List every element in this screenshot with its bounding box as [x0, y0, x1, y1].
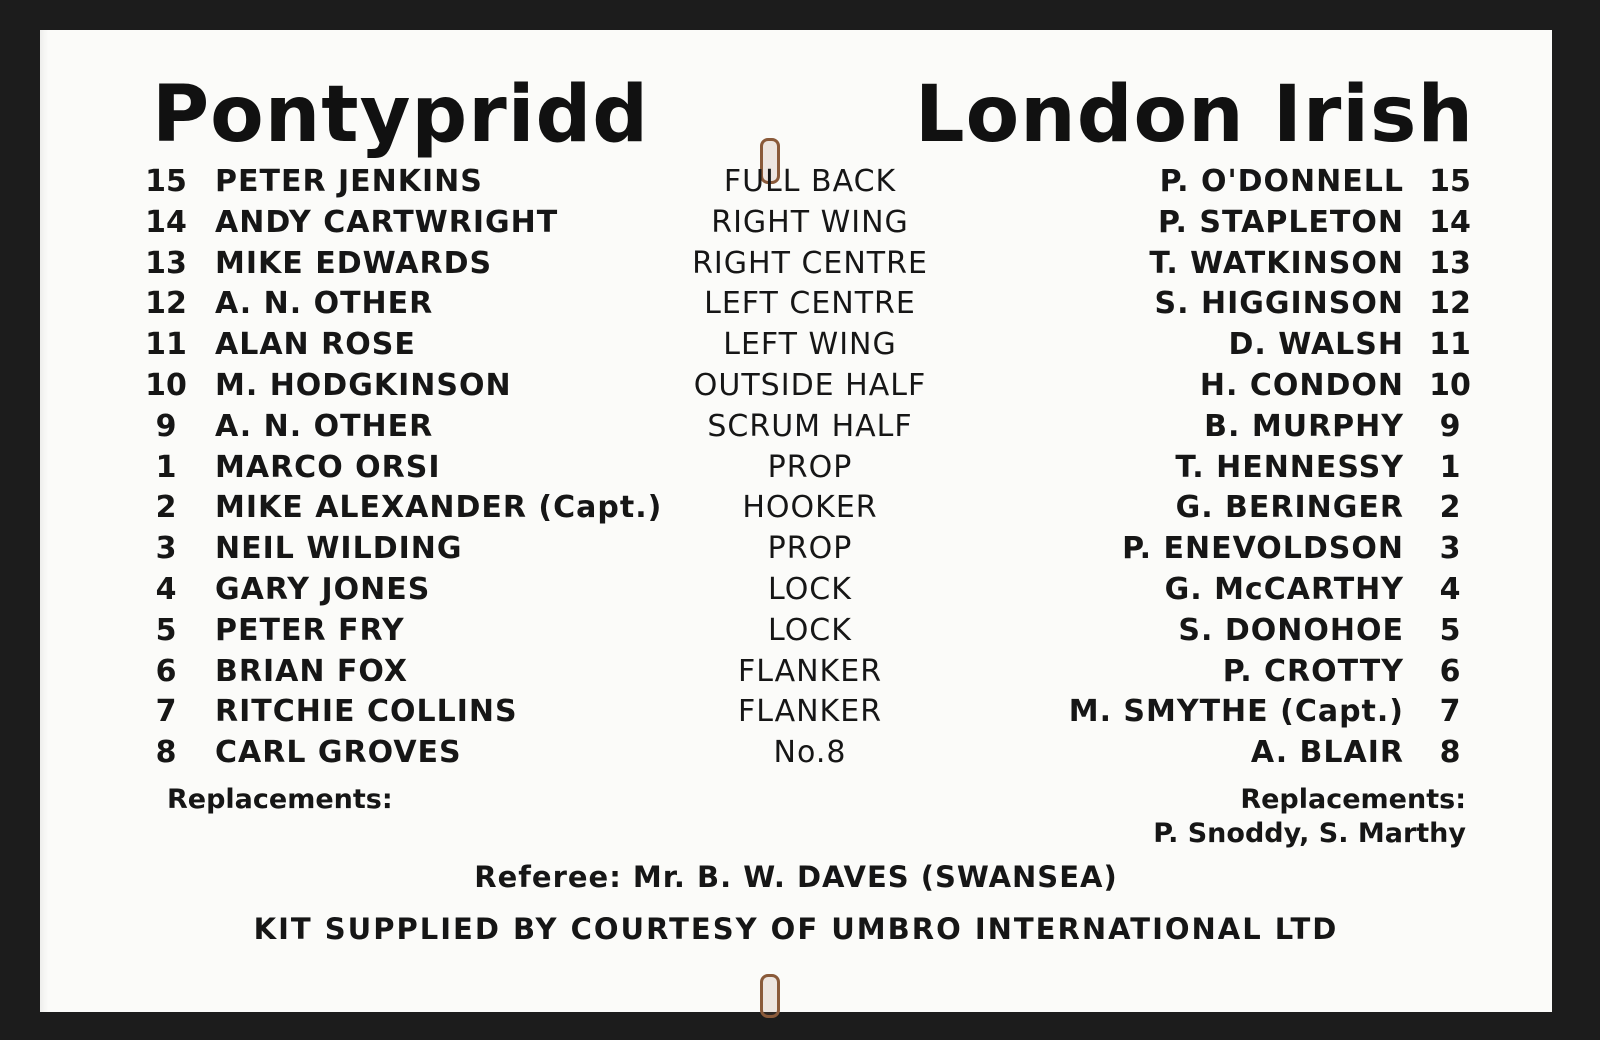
- home-player-number: 6: [155, 653, 177, 689]
- position-name: RIGHT WING: [711, 204, 909, 240]
- home-player-name: PETER FRY: [215, 612, 405, 648]
- home-player-name: A. N. OTHER: [215, 408, 434, 444]
- home-player-name: ALAN ROSE: [215, 327, 416, 363]
- home-player-name: GARY JONES: [215, 572, 431, 607]
- home-team-title: Pontypridd: [152, 70, 650, 160]
- home-replacements-label: Replacements:: [167, 784, 393, 815]
- away-player-name: M. SMYTHE (Capt.): [1068, 694, 1404, 730]
- home-player-number: 14: [145, 204, 187, 240]
- away-player-number: 3: [1439, 531, 1461, 567]
- away-player-number: 1: [1439, 449, 1461, 485]
- home-player-name: PETER JENKINS: [215, 164, 483, 199]
- away-player-name: B. MURPHY: [1204, 408, 1404, 444]
- home-player-name: ANDY CARTWRIGHT: [215, 204, 559, 240]
- away-player-number: 10: [1429, 368, 1471, 403]
- away-player-number: 7: [1439, 694, 1461, 730]
- home-player-number: 9: [155, 408, 177, 444]
- home-player-name: MIKE ALEXANDER (Capt.): [215, 490, 663, 526]
- home-player-name: CARL GROVES: [215, 735, 462, 771]
- home-player-name: M. HODGKINSON: [215, 368, 512, 403]
- away-player-name: S. DONOHOE: [1178, 612, 1404, 648]
- position-name: OUTSIDE HALF: [693, 368, 927, 403]
- away-player-name: T. WATKINSON: [1149, 245, 1404, 281]
- home-player-number: 3: [155, 531, 177, 567]
- position-name: No.8: [773, 735, 847, 771]
- away-player-name: P. STAPLETON: [1158, 204, 1404, 240]
- programme-page: [40, 30, 1552, 1012]
- position-name: RIGHT CENTRE: [692, 245, 928, 281]
- player-row: [40, 366, 1552, 406]
- away-player-number: 11: [1429, 327, 1471, 363]
- player-row: [40, 284, 1552, 324]
- player-row: [40, 733, 1552, 773]
- player-row: [40, 244, 1552, 284]
- staple-bottom: [760, 974, 780, 1018]
- referee-line: Referee: Mr. B. W. DAVES (SWANSEA): [474, 860, 1118, 894]
- away-player-number: 4: [1439, 572, 1461, 607]
- position-name: SCRUM HALF: [707, 408, 913, 444]
- away-player-number: 5: [1439, 612, 1461, 648]
- away-player-name: H. CONDON: [1199, 368, 1404, 403]
- position-name: FLANKER: [737, 653, 883, 689]
- away-player-number: 6: [1439, 653, 1461, 689]
- player-row: [40, 203, 1552, 243]
- player-row: [40, 162, 1552, 202]
- away-player-name: P. CROTTY: [1222, 653, 1404, 689]
- player-row: [40, 448, 1552, 488]
- player-row: [40, 692, 1552, 732]
- away-player-name: P. O'DONNELL: [1159, 164, 1404, 199]
- home-player-name: BRIAN FOX: [215, 653, 408, 689]
- home-player-number: 10: [145, 368, 187, 403]
- kit-sponsor-line: KIT SUPPLIED BY COURTESY OF UMBRO INTERNATIONAL LTD: [253, 912, 1339, 946]
- home-player-number: 4: [155, 572, 177, 607]
- player-row: [40, 325, 1552, 365]
- position-name: PROP: [767, 531, 853, 567]
- home-player-number: 2: [155, 490, 177, 526]
- away-player-number: 14: [1429, 204, 1471, 240]
- away-replacements-names: P. Snoddy, S. Marthy: [1153, 818, 1466, 849]
- position-name: PROP: [767, 449, 853, 485]
- home-player-name: RITCHIE COLLINS: [215, 694, 518, 730]
- position-name: FLANKER: [737, 694, 883, 730]
- away-replacements-label: Replacements:: [1240, 784, 1466, 815]
- home-player-number: 5: [155, 612, 177, 648]
- home-player-number: 11: [145, 327, 187, 363]
- player-row: [40, 488, 1552, 528]
- home-player-number: 8: [155, 735, 177, 771]
- away-player-number: 2: [1439, 490, 1461, 526]
- player-row: [40, 570, 1552, 610]
- away-player-name: G. BERINGER: [1175, 490, 1404, 526]
- position-name: HOOKER: [742, 490, 878, 526]
- position-name: LEFT CENTRE: [704, 286, 916, 322]
- away-player-name: P. ENEVOLDSON: [1122, 531, 1404, 567]
- away-player-number: 12: [1429, 286, 1471, 322]
- home-player-number: 13: [145, 245, 187, 281]
- away-player-name: T. HENNESSY: [1175, 449, 1404, 485]
- home-player-number: 15: [145, 164, 187, 199]
- away-player-name: G. McCARTHY: [1164, 572, 1404, 607]
- home-player-name: MIKE EDWARDS: [215, 245, 493, 281]
- away-player-number: 9: [1439, 408, 1461, 444]
- player-row: [40, 652, 1552, 692]
- home-player-name: NEIL WILDING: [215, 531, 463, 567]
- away-player-name: S. HIGGINSON: [1154, 286, 1404, 322]
- away-player-number: 15: [1429, 164, 1471, 199]
- away-player-number: 8: [1439, 735, 1461, 771]
- home-player-name: MARCO ORSI: [215, 449, 441, 485]
- away-player-name: D. WALSH: [1228, 327, 1404, 363]
- player-row: [40, 529, 1552, 569]
- position-name: FULL BACK: [723, 164, 897, 199]
- home-player-number: 1: [155, 449, 177, 485]
- home-player-number: 12: [145, 286, 187, 322]
- home-player-number: 7: [155, 694, 177, 730]
- position-name: LEFT WING: [723, 327, 897, 363]
- home-player-name: A. N. OTHER: [215, 286, 434, 322]
- away-player-number: 13: [1429, 245, 1471, 281]
- away-player-name: A. BLAIR: [1250, 735, 1404, 771]
- away-team-title: London Irish: [914, 70, 1474, 160]
- position-name: LOCK: [768, 572, 852, 607]
- player-row: [40, 611, 1552, 651]
- position-name: LOCK: [768, 612, 852, 648]
- player-row: [40, 407, 1552, 447]
